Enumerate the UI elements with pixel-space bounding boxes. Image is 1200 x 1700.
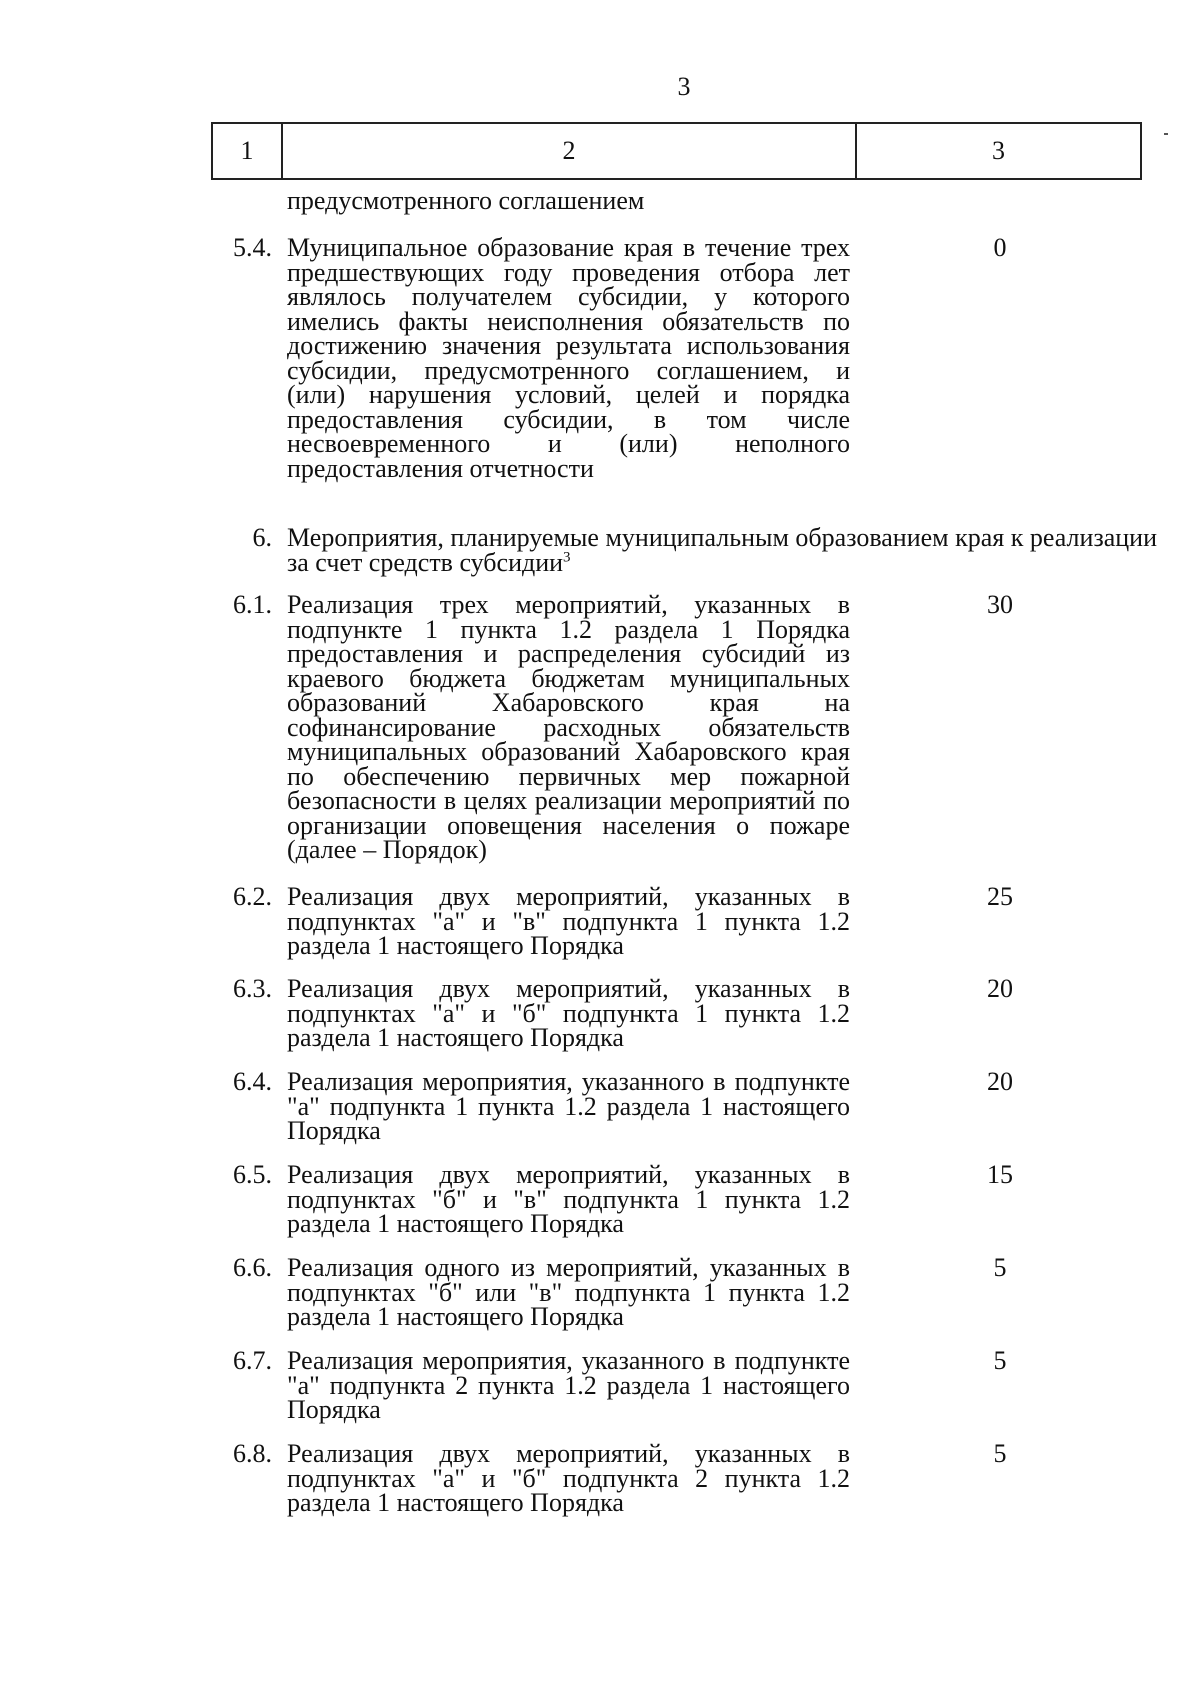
row-number: 6.1. — [233, 590, 272, 619]
row-value: 20 — [987, 1067, 1013, 1096]
row-number: 6.3. — [233, 974, 272, 1003]
row-value: 5 — [993, 1253, 1007, 1282]
footnote-marker: 3 — [563, 548, 571, 565]
row-text: Реализация мероприятия, указанного в подпункте "а" подпункта 1 пункта 1.2 раздела 1 настоящего Порядка — [287, 1067, 850, 1145]
header-cell-3: 3 — [992, 136, 1005, 165]
row-value: 5 — [993, 1346, 1007, 1375]
header-cell-1: 1 — [213, 124, 283, 178]
row-text: Реализация двух мероприятий, указанных в подпунктах "а" и "в" подпункта 1 пункта 1.2 раздела 1 настоящего Порядка — [287, 882, 850, 960]
page-number: 3 — [677, 72, 691, 101]
section-text-body: Мероприятия, планируемые муниципальным образованием края к реализации за счет средств субсидии — [287, 523, 1157, 577]
row-value: 30 — [987, 590, 1013, 619]
section-text — [287, 523, 1157, 577]
row-number: 6.5. — [233, 1160, 272, 1189]
header-cell-2: 2 — [283, 124, 857, 178]
continuation-text: предусмотренного соглашением — [287, 186, 645, 215]
row-text: Муниципальное образование края в течение трех предшествующих году проведения отбора лет являлось получателем субсидии, у которого имелись факты неисполнения обязательств по достижению значения результата использования субсидии, предусмотренного соглашением, и (или) нарушения условий, целей и порядка предоставления субсидии, в том числе несвоевременного и (или) неполного предоставления отчетности — [287, 233, 850, 483]
row-text: Реализация двух мероприятий, указанных в подпунктах "б" и "в" подпункта 1 пункта 1.2 раздела 1 настоящего Порядка — [287, 1160, 850, 1238]
row-value: 5 — [993, 1439, 1007, 1468]
row-value: 0 — [993, 233, 1007, 262]
row-value: 15 — [987, 1160, 1013, 1189]
table-header-row — [211, 122, 1142, 180]
row-text: Реализация трех мероприятий, указанных в подпункте 1 пункта 1.2 раздела 1 Порядка предоставления и распределения субсидий из краевого бюджета бюджетам муниципальных образований Хабаровского края на софинансирование расходных обязательств муниципальных образований Хабаровского края по обеспечению первичных мер пожарной безопасности в целях реализации мероприятий по организации оповещения населения о пожаре (далее – Порядок) — [287, 590, 850, 864]
row-text: Реализация одного из мероприятий, указанных в подпунктах "б" или "в" подпункта 1 пункта 1.2 раздела 1 настоящего Порядка — [287, 1253, 850, 1331]
row-number: 6.6. — [233, 1253, 272, 1282]
scan-artifact — [1164, 133, 1168, 135]
row-text: Реализация двух мероприятий, указанных в подпунктах "а" и "б" подпункта 1 пункта 1.2 раздела 1 настоящего Порядка — [287, 974, 850, 1052]
row-number: 6.7. — [233, 1346, 272, 1375]
row-text: Реализация мероприятия, указанного в подпункте "а" подпункта 2 пункта 1.2 раздела 1 настоящего Порядка — [287, 1346, 850, 1424]
row-value: 25 — [987, 882, 1013, 911]
row-text: Реализация двух мероприятий, указанных в подпунктах "а" и "б" подпункта 2 пункта 1.2 раздела 1 настоящего Порядка — [287, 1439, 850, 1517]
row-number: 5.4. — [233, 233, 272, 262]
row-value: 20 — [987, 974, 1013, 1003]
row-number: 6.8. — [233, 1439, 272, 1468]
row-number: 6.4. — [233, 1067, 272, 1096]
section-number: 6. — [252, 523, 272, 552]
row-number: 6.2. — [233, 882, 272, 911]
